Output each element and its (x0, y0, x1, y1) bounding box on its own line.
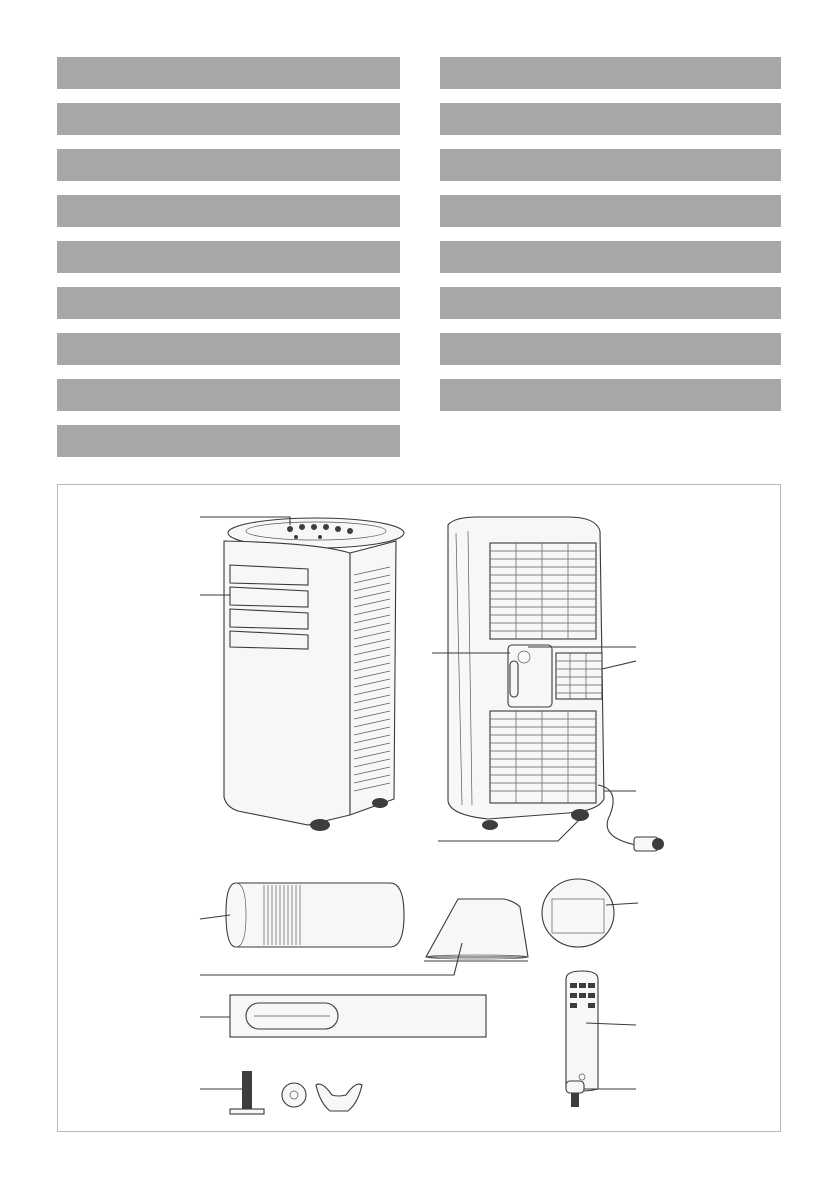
language-bar-left-5 (57, 241, 400, 273)
language-bar-left-8 (57, 379, 400, 411)
remote-control-illustration (566, 971, 636, 1091)
language-bar-left-7 (57, 333, 400, 365)
language-bar-right-4 (440, 195, 781, 227)
exhaust-hose-illustration (200, 883, 404, 947)
screw-illustration (566, 1081, 636, 1107)
language-bar-left-6 (57, 287, 400, 319)
rear-unit-illustration (432, 517, 664, 851)
language-bar-left-4 (57, 195, 400, 227)
language-bar-right-3 (440, 149, 781, 181)
language-bar-left-9 (57, 425, 400, 457)
language-bar-right-7 (440, 333, 781, 365)
language-bar-right-2 (440, 103, 781, 135)
language-bar-left-1 (57, 57, 400, 89)
mounting-hardware-illustration (200, 1071, 362, 1114)
language-bar-right-8 (440, 379, 781, 411)
window-slide-kit-illustration (200, 995, 486, 1037)
language-bar-right-6 (440, 287, 781, 319)
round-adapter-illustration (542, 879, 638, 947)
language-bar-left-2 (57, 103, 400, 135)
language-bar-right-5 (440, 241, 781, 273)
front-unit-illustration (200, 517, 404, 831)
product-parts-figure (57, 484, 781, 1132)
product-parts-drawing (58, 485, 782, 1133)
language-bar-right-1 (440, 57, 781, 89)
language-bar-left-3 (57, 149, 400, 181)
